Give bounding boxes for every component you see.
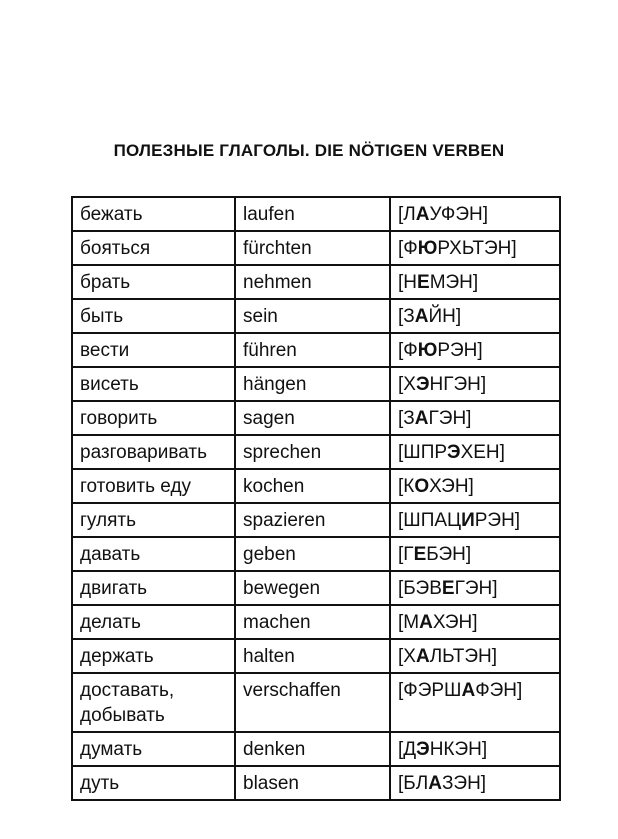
stressed-vowel: А [428,773,442,794]
russian-verb: брать [72,265,235,299]
table-row [72,537,560,571]
russian-verb: разговаривать [72,435,235,469]
stressed-vowel: Э [447,442,461,463]
table-row [72,231,560,265]
pronunciation-suffix: ЗЭН] [441,773,487,794]
table-row [72,333,560,367]
pronunciation-suffix: НГЭН] [429,374,487,395]
german-verb: sagen [235,401,390,435]
stressed-vowel: И [461,510,475,531]
table-row [72,639,560,673]
pronunciation-suffix: ЛЬТЭН] [429,646,497,667]
pronunciation-suffix: ФЭН] [475,680,523,701]
pronunciation-prefix: [БЭВ [398,578,442,599]
russian-verb: висеть [72,367,235,401]
russian-verb: быть [72,299,235,333]
pronunciation-suffix: ЙН] [428,306,462,327]
stressed-vowel: А [414,408,429,429]
russian-verb: гулять [72,503,235,537]
pronunciation [390,537,560,571]
pronunciation-prefix: [ШПР [398,442,448,463]
pronunciation [390,197,560,231]
stressed-vowel: Э [416,739,430,760]
pronunciation [390,503,560,537]
table-row [72,469,560,503]
pronunciation-prefix: [Н [398,272,417,293]
russian-verb: говорить [72,401,235,435]
russian-verb: бояться [72,231,235,265]
table-row [72,367,560,401]
pronunciation-suffix: НКЭН] [429,739,488,760]
german-verb: hängen [235,367,390,401]
german-verb: bewegen [235,571,390,605]
stressed-vowel: А [414,306,429,327]
stressed-vowel: Ю [417,238,438,259]
pronunciation-prefix: [Ф [398,340,418,361]
pronunciation [390,333,560,367]
pronunciation-suffix: ХЭН] [429,476,474,497]
stressed-vowel: Э [415,374,430,395]
pronunciation [390,367,560,401]
pronunciation-prefix: [Л [398,204,416,225]
pronunciation [390,435,560,469]
verb-table [71,196,561,801]
pronunciation-prefix: [З [398,408,415,429]
pronunciation [390,469,560,503]
pronunciation-suffix: ГЭН] [428,408,472,429]
pronunciation-prefix: [З [398,306,415,327]
pronunciation-suffix: РЭН] [474,510,521,531]
german-verb: nehmen [235,265,390,299]
page-title: ПОЛЕЗНЫЕ ГЛАГОЛЫ. DIE NÖTIGEN VERBEN [113,141,505,160]
stressed-vowel: А [461,680,476,701]
russian-verb: бежать [72,197,235,231]
russian-verb: дуть [72,766,235,800]
pronunciation-prefix: [БЛ [398,773,429,794]
german-verb: laufen [235,197,390,231]
stressed-vowel: Е [417,272,430,293]
table-row [72,605,560,639]
table-row [72,673,560,732]
pronunciation-suffix: МЭН] [429,272,479,293]
pronunciation [390,766,560,800]
pronunciation-prefix: [Х [398,646,416,667]
pronunciation-suffix: ХЕН] [460,442,505,463]
pronunciation [390,673,560,732]
russian-verb: доставать, добывать [72,673,235,732]
pronunciation [390,605,560,639]
pronunciation [390,401,560,435]
pronunciation [390,299,560,333]
table-row [72,435,560,469]
stressed-vowel: Е [413,544,427,565]
russian-verb: давать [72,537,235,571]
table-row [72,401,560,435]
stressed-vowel: А [419,612,433,633]
stressed-vowel: А [415,646,430,667]
german-verb: halten [235,639,390,673]
table-row [72,732,560,766]
pronunciation [390,265,560,299]
pronunciation [390,231,560,265]
pronunciation-prefix: [ШПАЦ [398,510,462,531]
stressed-vowel: А [415,204,430,225]
pronunciation-prefix: [Ф [398,238,418,259]
stressed-vowel: О [414,476,430,497]
table-row [72,299,560,333]
pronunciation-prefix: [Д [398,739,417,760]
german-verb: geben [235,537,390,571]
pronunciation-suffix: РХЬТЭН] [437,238,517,259]
russian-verb: готовить еду [72,469,235,503]
pronunciation-prefix: [К [398,476,415,497]
stressed-vowel: Е [441,578,455,599]
table-row [72,766,560,800]
russian-verb: двигать [72,571,235,605]
table-row [72,265,560,299]
pronunciation-suffix: БЭН] [426,544,472,565]
pronunciation-prefix: [Х [398,374,416,395]
pronunciation [390,639,560,673]
german-verb: sein [235,299,390,333]
german-verb: machen [235,605,390,639]
russian-verb: думать [72,732,235,766]
table-row [72,571,560,605]
pronunciation-prefix: [М [398,612,420,633]
verb-table-body [72,197,560,800]
pronunciation [390,571,560,605]
pronunciation-suffix: УФЭН] [429,204,489,225]
russian-verb: вести [72,333,235,367]
pronunciation-suffix: ХЭН] [432,612,478,633]
table-row [72,197,560,231]
german-verb: denken [235,732,390,766]
german-verb: sprechen [235,435,390,469]
german-verb: führen [235,333,390,367]
german-verb: fürchten [235,231,390,265]
pronunciation [390,732,560,766]
german-verb: kochen [235,469,390,503]
pronunciation-suffix: РЭН] [437,340,483,361]
russian-verb: делать [72,605,235,639]
german-verb: verschaffen [235,673,390,732]
table-row [72,503,560,537]
german-verb: spazieren [235,503,390,537]
pronunciation-prefix: [ФЭРШ [398,680,462,701]
pronunciation-prefix: [Г [398,544,414,565]
russian-verb: держать [72,639,235,673]
stressed-vowel: Ю [417,340,438,361]
pronunciation-suffix: ГЭН] [454,578,498,599]
german-verb: blasen [235,766,390,800]
